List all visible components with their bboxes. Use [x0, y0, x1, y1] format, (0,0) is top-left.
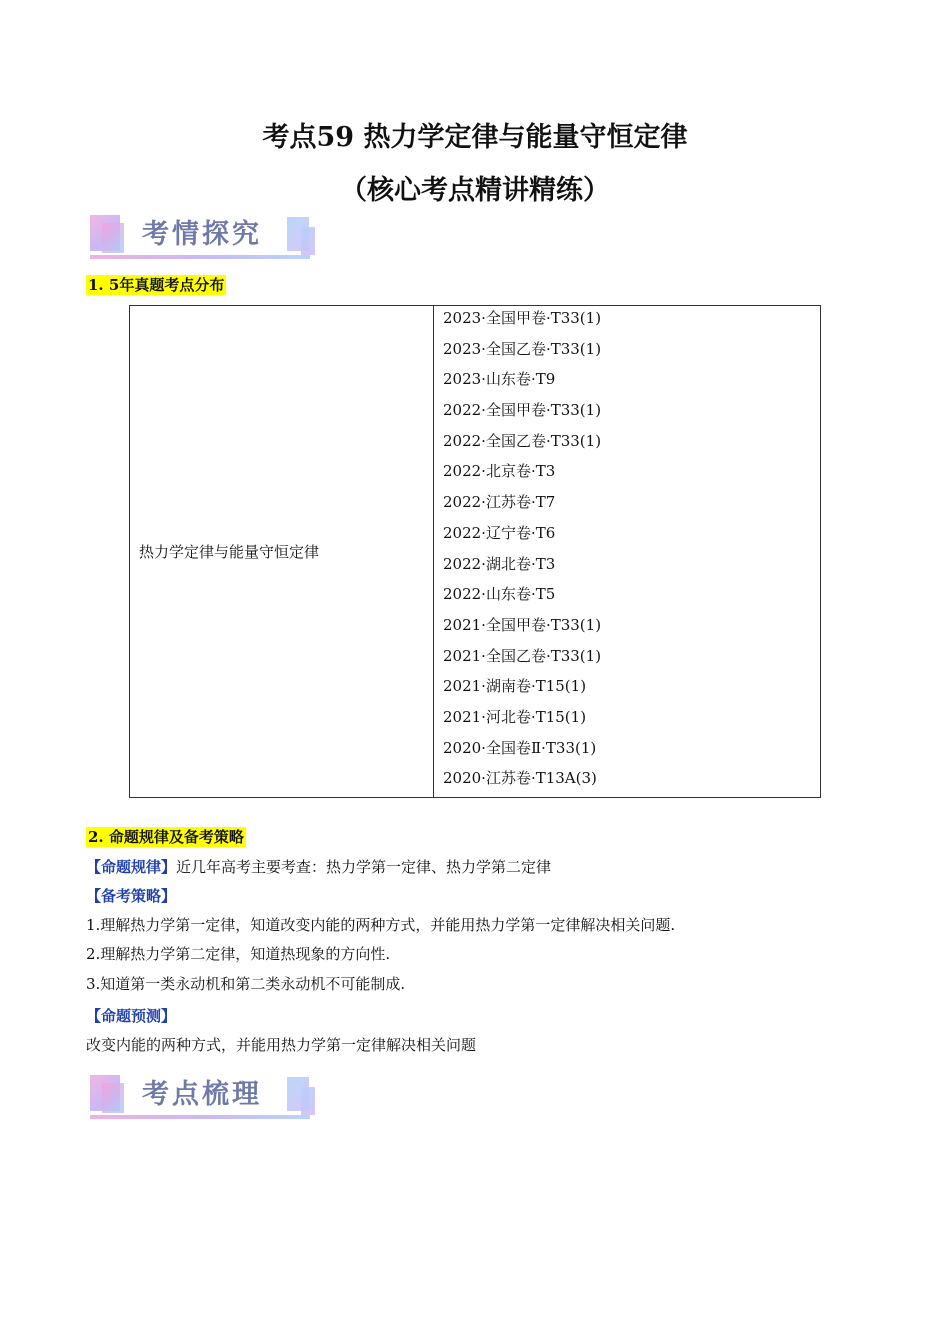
strategy-item: 2.理解热力学第二定律，知道热现象的方向性. [86, 945, 391, 963]
strategy-item: 1.理解热力学第一定律，知道改变内能的两种方式，并能用热力学第一定律解决相关问题. [86, 916, 676, 934]
exam-distribution-table [129, 305, 821, 798]
page-title: 考点59 热力学定律与能量守恒定律 [262, 122, 688, 153]
section-banner-exam-analysis [90, 215, 315, 259]
source-item: 2023·全国乙卷·T33(1) [443, 339, 602, 358]
source-item: 2022·辽宁卷·T6 [443, 523, 556, 542]
topic-cell: 热力学定律与能量守恒定律 [130, 306, 434, 798]
source-item: 2023·全国甲卷·T33(1) [443, 309, 602, 327]
banner-decoration-right-overlay [301, 227, 315, 255]
strategy-label-line [86, 885, 176, 907]
source-item: 2020·江苏卷·T13A(3) [443, 769, 597, 788]
source-item: 2022·山东卷·T5 [443, 585, 556, 604]
table-row [130, 306, 821, 798]
source-item: 2020·全国卷Ⅱ·T33(1) [443, 738, 597, 757]
banner-underline [90, 1115, 310, 1119]
source-item: 2022·北京卷·T3 [443, 462, 556, 481]
source-item: 2022·全国甲卷·T33(1) [443, 401, 602, 420]
forecast-label: 【命题预测】 [86, 1007, 177, 1025]
rule-text: 近几年高考主要考查：热力学第一定律、热力学第二定律 [176, 858, 552, 876]
rule-label: 【命题规律】 [86, 858, 177, 876]
section-banner-key-points [90, 1075, 315, 1119]
banner-label: 考情探究 [142, 219, 262, 250]
rule-paragraph [86, 856, 551, 878]
banner-underline [90, 255, 310, 259]
source-item: 2023·山东卷·T9 [443, 370, 556, 389]
forecast-label-line [86, 1005, 176, 1027]
banner-decoration-left-overlay [102, 1083, 124, 1113]
banner-decoration-left-overlay [102, 223, 124, 253]
source-item: 2022·全国乙卷·T33(1) [443, 431, 602, 450]
banner-decoration-right-overlay [301, 1087, 315, 1115]
section-heading-distribution: 1. 5年真题考点分布 [88, 276, 225, 294]
source-item: 2021·河北卷·T15(1) [443, 707, 587, 726]
source-item: 2021·全国甲卷·T33(1) [443, 615, 602, 634]
sources-cell [434, 306, 821, 798]
forecast-text: 改变内能的两种方式，并能用热力学第一定律解决相关问题 [86, 1036, 477, 1054]
strategy-item: 3.知道第一类永动机和第二类永动机不可能制成. [86, 975, 406, 993]
page-subtitle: （核心考点精讲精练） [340, 175, 610, 206]
banner-label: 考点梳理 [142, 1079, 262, 1110]
source-item: 2022·江苏卷·T7 [443, 493, 556, 512]
source-item: 2022·湖北卷·T3 [443, 554, 556, 573]
source-item: 2021·湖南卷·T15(1) [443, 677, 587, 696]
strategy-label: 【备考策略】 [86, 887, 177, 905]
section-heading-strategy: 2. 命题规律及备考策略 [88, 828, 244, 846]
source-item: 2021·全国乙卷·T33(1) [443, 646, 602, 665]
